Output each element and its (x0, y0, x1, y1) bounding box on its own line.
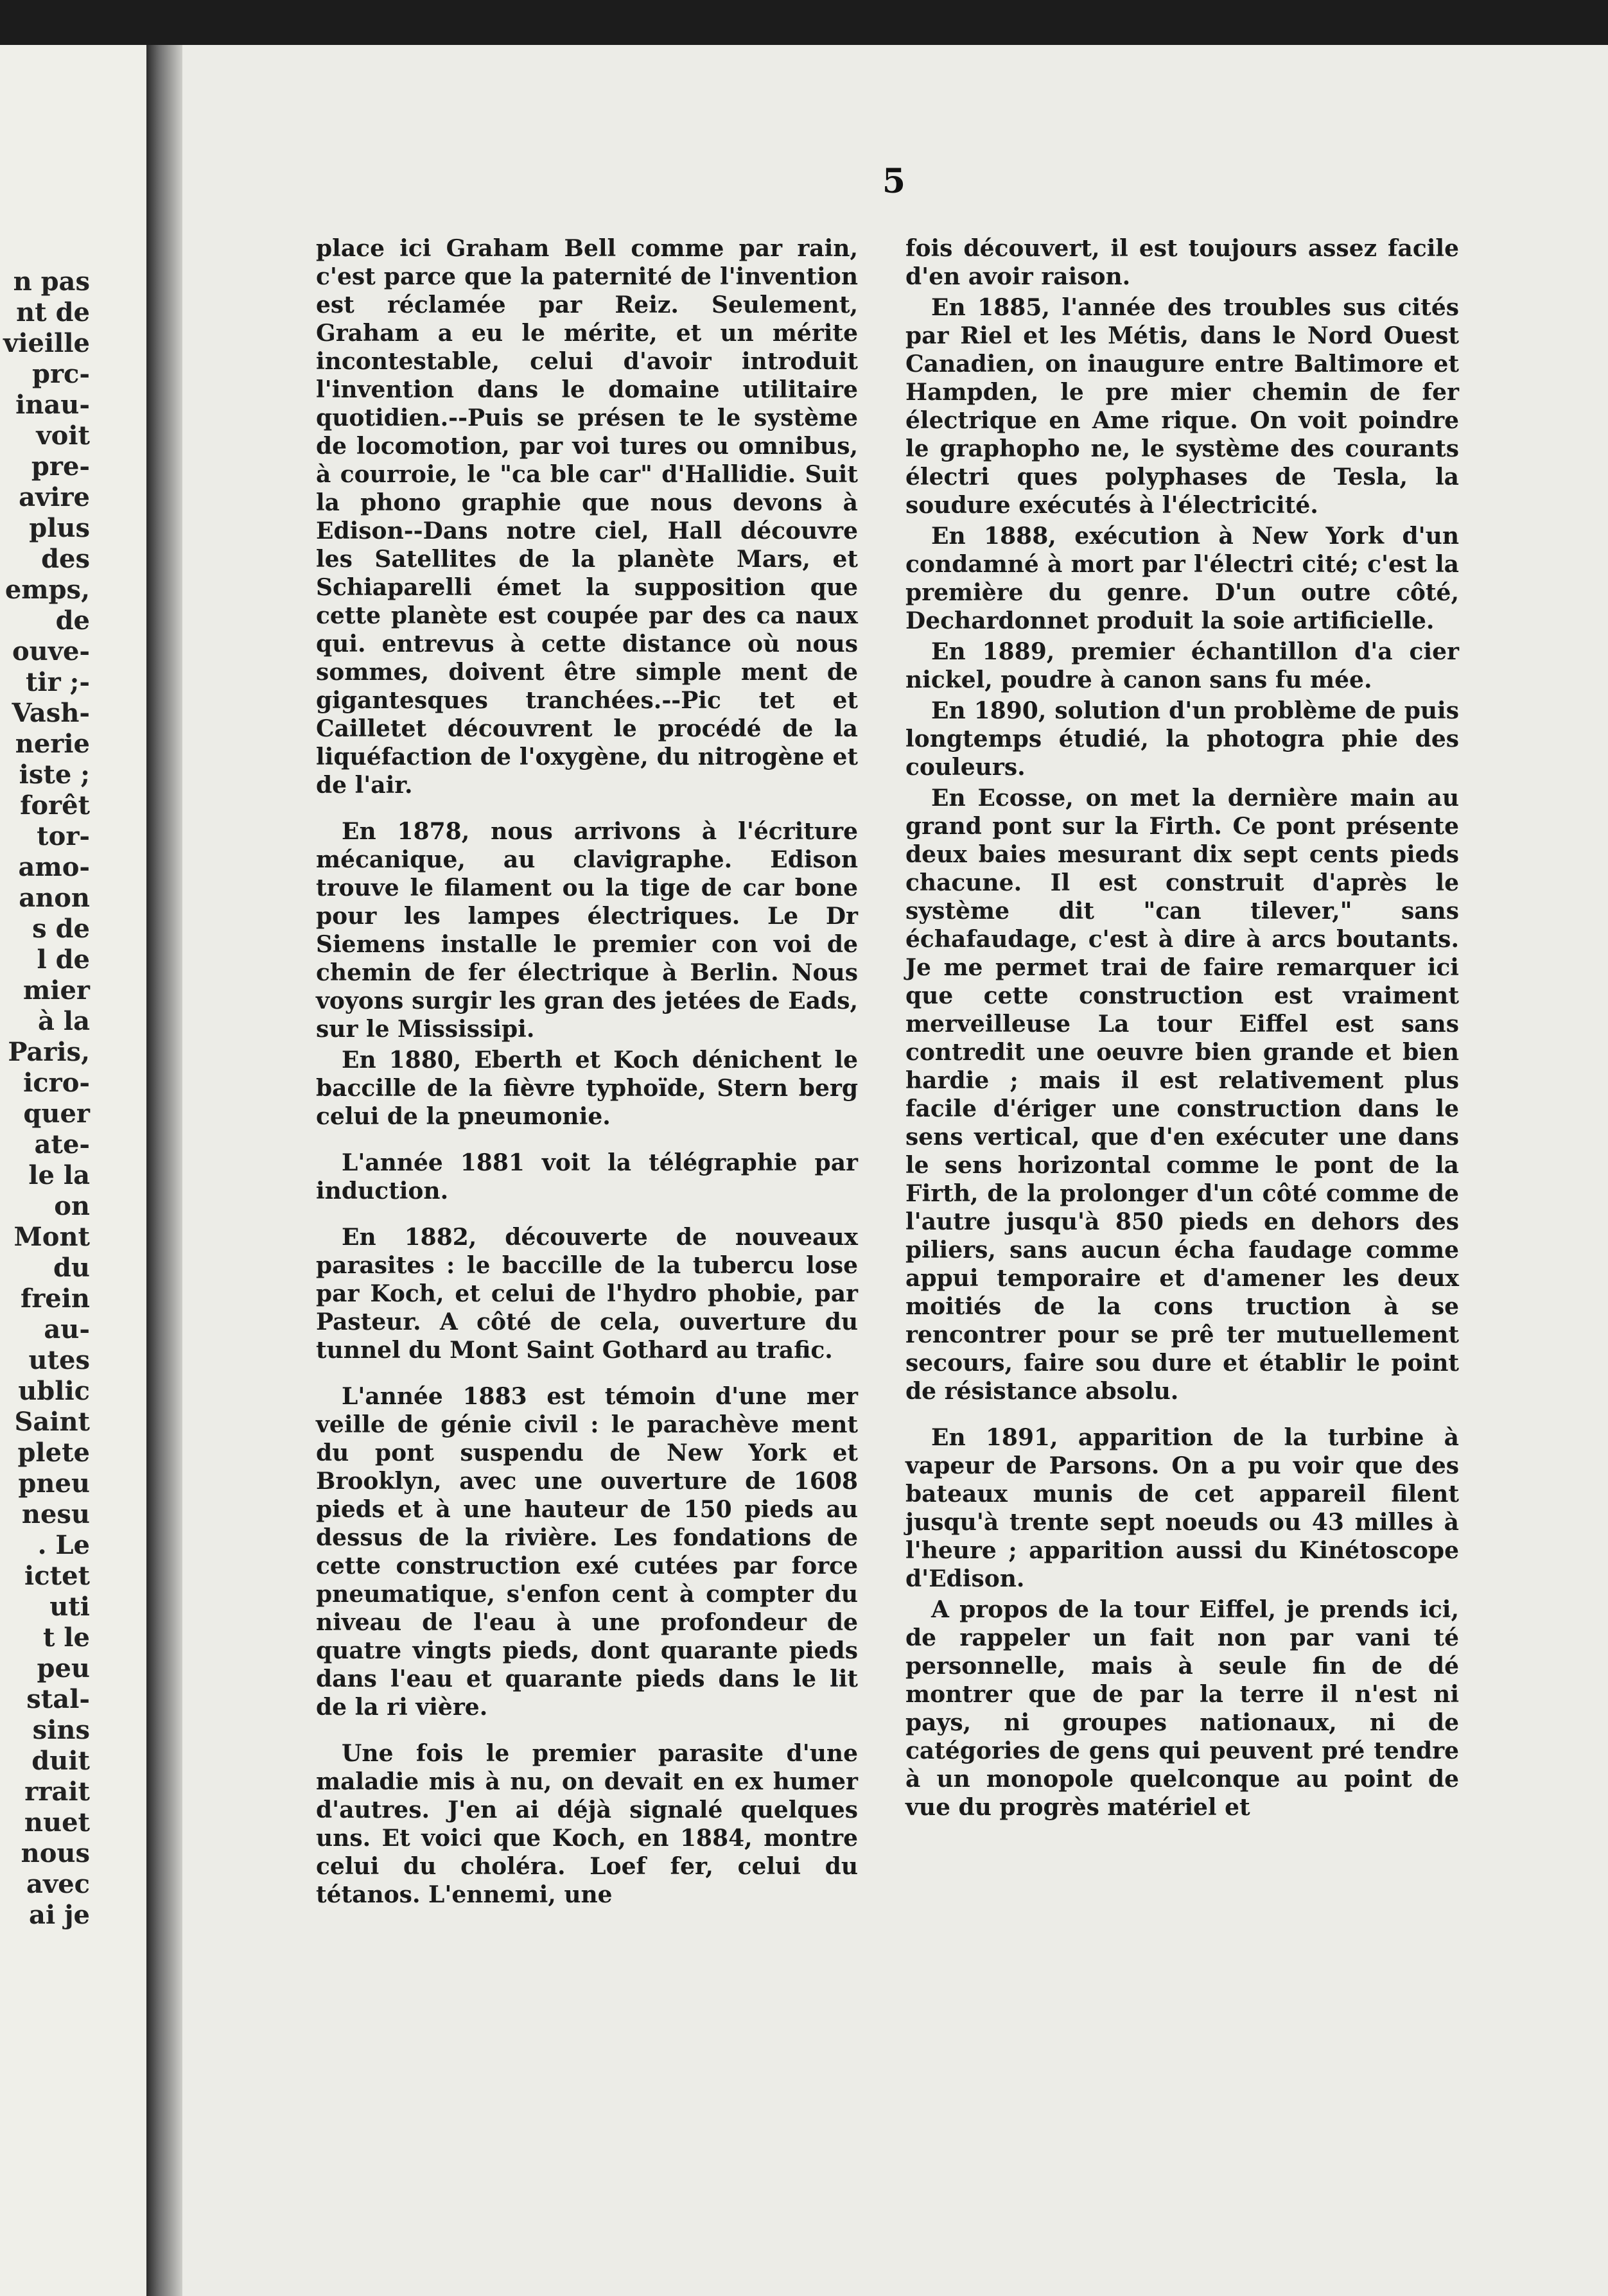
fragment-line: ate- (34, 1129, 90, 1160)
fragment-line: pneu (18, 1468, 90, 1499)
fragment-line: forêt (20, 790, 90, 821)
paragraph: A propos de la tour Eiffel, je prends ici, de rappeler un fait non par vani té personnelle, mais à seule fin de dé montrer que de par la terre il n'est ni pays, ni groupes nationaux, ni de catégories de gens qui peuvent pré tendre à un monopole quelconque au point de vue du progrès matériel et (905, 1596, 1459, 1821)
fragment-line: nerie (15, 729, 90, 759)
fragment-line: tir ;- (25, 667, 90, 697)
paragraph: L'année 1883 est témoin d'une mer veille de génie civil : le parachève ment du pont suspendu de New York et Brooklyn, avec une ouverture de 1608 pieds et à une hauteur de 150 pieds au dessus de la rivière. Les fondations de cette construction exé cutées par force pneumatique, s'enfon cent à compter du niveau de l'eau à une profondeur de quatre vingts pieds, dont quarante pieds dans l'eau et quarante pieds dans le lit de la ri vière. (316, 1383, 858, 1721)
paragraph: En 1880, Eberth et Koch dénichent le baccille de la fièvre typhoïde, Stern berg celui de la pneumonie. (316, 1047, 858, 1130)
paragraph: En 1890, solution d'un problème de puis longtemps étudié, la photogra phie des couleurs. (905, 697, 1459, 781)
paragraph: En 1891, apparition de la turbine à vapeur de Parsons. On a pu voir que des bateaux munis de cet appareil filent jusqu'à trente sept noeuds ou 43 milles à l'heure ; apparition aussi du Kinétoscope d'Edison. (905, 1424, 1459, 1592)
paragraph: En 1882, découverte de nouveaux parasites : le baccille de la tubercu lose par Koch, et celui de l'hydro phobie, par Pasteur. A côté de cela, ouverture du tunnel du Mont Saint Gothard au trafic. (316, 1224, 858, 1364)
previous-page-text-fragments (0, 266, 90, 1931)
fragment-line: anon (19, 883, 90, 913)
fragment-line: peu (37, 1653, 90, 1683)
text-column-right (905, 234, 1459, 1824)
fragment-line: Saint (14, 1407, 90, 1437)
fragment-line: t le (42, 1622, 90, 1653)
fragment-line: s de (32, 914, 90, 944)
fragment-line: nesu (21, 1499, 90, 1529)
fragment-line: ai je (29, 1900, 90, 1930)
fragment-line: au- (44, 1314, 90, 1344)
paragraph: En 1885, l'année des troubles sus cités par Riel et les Métis, dans le Nord Ouest Canadien, on inaugure entre Baltimore et Hampden, le pre mier chemin de fer électrique en Ame rique. On voit poindre le graphopho ne, le système des courants électri ques polyphases de Tesla, la soudure exécutés à l'électricité. (905, 294, 1459, 519)
fragment-line: duit (31, 1746, 90, 1776)
fragment-line: voit (36, 421, 90, 451)
fragment-line: nuet (24, 1807, 90, 1838)
fragment-line: ouve- (12, 636, 90, 666)
fragment-line: à la (38, 1006, 90, 1036)
fragment-line: iste ; (19, 760, 90, 790)
fragment-line: avire (19, 482, 90, 512)
fragment-line: nt de (16, 297, 90, 327)
fragment-line: de (55, 605, 90, 636)
fragment-line: quer (23, 1099, 90, 1129)
fragment-line: Mont (13, 1222, 90, 1252)
fragment-line: plus (29, 513, 90, 543)
paragraph: place ici Graham Bell comme par rain, c'est parce que la paternité de l'invention est réclamée par Reiz. Seulement, Graham a eu le mérite, et un mérite incontestable, celui d'avoir introduit l'invention dans le domaine utilitaire quotidien.--Puis se présen te le système de locomotion, par voi tures ou omnibus, à courroie, le "ca ble car" d'Hallidie. Suit la phono graphie que nous devons à Edison--Dans notre ciel, Hall découvre les Satellites de la planète Mars, et Schiaparelli émet la supposition que cette planète est coupée par des ca naux qui. entrevus à cette distance où nous sommes, doivent être simple ment de gigantesques tranchées.--Pic tet et Cailletet découvrent le procédé de la liquéfaction de l'oxygène, du nitrogène et de l'air. (316, 235, 858, 799)
text-column-left (316, 234, 858, 1911)
page-number: 5 (882, 162, 906, 201)
fragment-line: le la (28, 1160, 90, 1190)
fragment-line: utes (28, 1345, 90, 1375)
fragment-line: Paris, (8, 1037, 90, 1067)
fragment-line: des (41, 544, 90, 574)
scan-top-border (0, 0, 1608, 45)
paragraph: En 1889, premier échantillon d'a cier nickel, poudre à canon sans fu mée. (905, 638, 1459, 693)
previous-page-edge (0, 45, 146, 2296)
fragment-line: ictet (24, 1561, 90, 1591)
fragment-line: on (54, 1191, 90, 1221)
fragment-line: vieille (3, 328, 90, 358)
page-gutter-fold (146, 45, 182, 2296)
fragment-line: du (53, 1253, 90, 1283)
fragment-line: ublic (18, 1376, 90, 1406)
fragment-line: sins (32, 1715, 90, 1745)
fragment-line: tor- (37, 821, 90, 851)
fragment-line: . Le (37, 1530, 90, 1560)
fragment-line: frein (20, 1283, 90, 1314)
paragraph: L'année 1881 voit la télégraphie par induction. (316, 1149, 858, 1205)
fragment-line: inau- (15, 390, 90, 420)
fragment-line: prc- (32, 359, 90, 389)
fragment-line: l de (37, 944, 90, 975)
fragment-line: nous (21, 1838, 90, 1868)
paragraph: En 1888, exécution à New York d'un condamné à mort par l'électri cité; c'est la première du genre. D'un outre côté, Dechardonnet produit la soie artificielle. (905, 523, 1459, 634)
fragment-line: rrait (24, 1777, 90, 1807)
paragraph: En Ecosse, on met la dernière main au grand pont sur la Firth. Ce pont présente deux baies mesurant dix sept cents pieds chacune. Il est construit d'après le système dit "can tilever," sans échafaudage, c'est à dire à arcs boutants. Je me permet trai de faire remarquer ici que cette construction est vraiment merveilleuse La tour Eiffel est sans contredit une oeuvre bien grande et bien hardie ; mais il est relativement plus facile d'ériger une construction dans le sens vertical, que d'en exécuter une dans le sens horizontal comme le pont de la Firth, de la prolonger d'un côté comme de l'autre jusqu'à 850 pieds en dehors des piliers, sans aucun écha faudage comme appui temporaire et d'amener les deux moitiés de la cons truction à se rencontrer pour se prê ter mutuellement secours, faire sou dure et établir le point de résistance absolu. (905, 785, 1459, 1405)
paragraph: En 1878, nous arrivons à l'écriture mécanique, au clavigraphe. Edison trouve le filament ou la tige de car bone pour les lampes électriques. Le Dr Siemens installe le premier con voi de chemin de fer électrique à Berlin. Nous voyons surgir les gran des jetées de Eads, sur le Mississipi. (316, 818, 858, 1043)
paragraph: Une fois le premier parasite d'une maladie mis à nu, on devait en ex humer d'autres. J'en ai déjà signalé quelques uns. Et voici que Koch, en 1884, montre celui du choléra. Loef fer, celui du tétanos. L'ennemi, une (316, 1740, 858, 1908)
fragment-line: n pas (13, 266, 90, 297)
fragment-line: pre- (31, 451, 90, 482)
fragment-line: icro- (23, 1068, 90, 1098)
fragment-line: avec (26, 1869, 90, 1899)
fragment-line: amo- (18, 852, 90, 882)
fragment-line: uti (49, 1592, 90, 1622)
fragment-line: stal- (26, 1684, 90, 1714)
fragment-line: plete (17, 1438, 90, 1468)
paragraph: fois découvert, il est toujours assez facile d'en avoir raison. (905, 235, 1459, 290)
fragment-line: Vash- (12, 698, 90, 728)
fragment-line: emps, (4, 575, 90, 605)
fragment-line: mier (22, 975, 90, 1005)
